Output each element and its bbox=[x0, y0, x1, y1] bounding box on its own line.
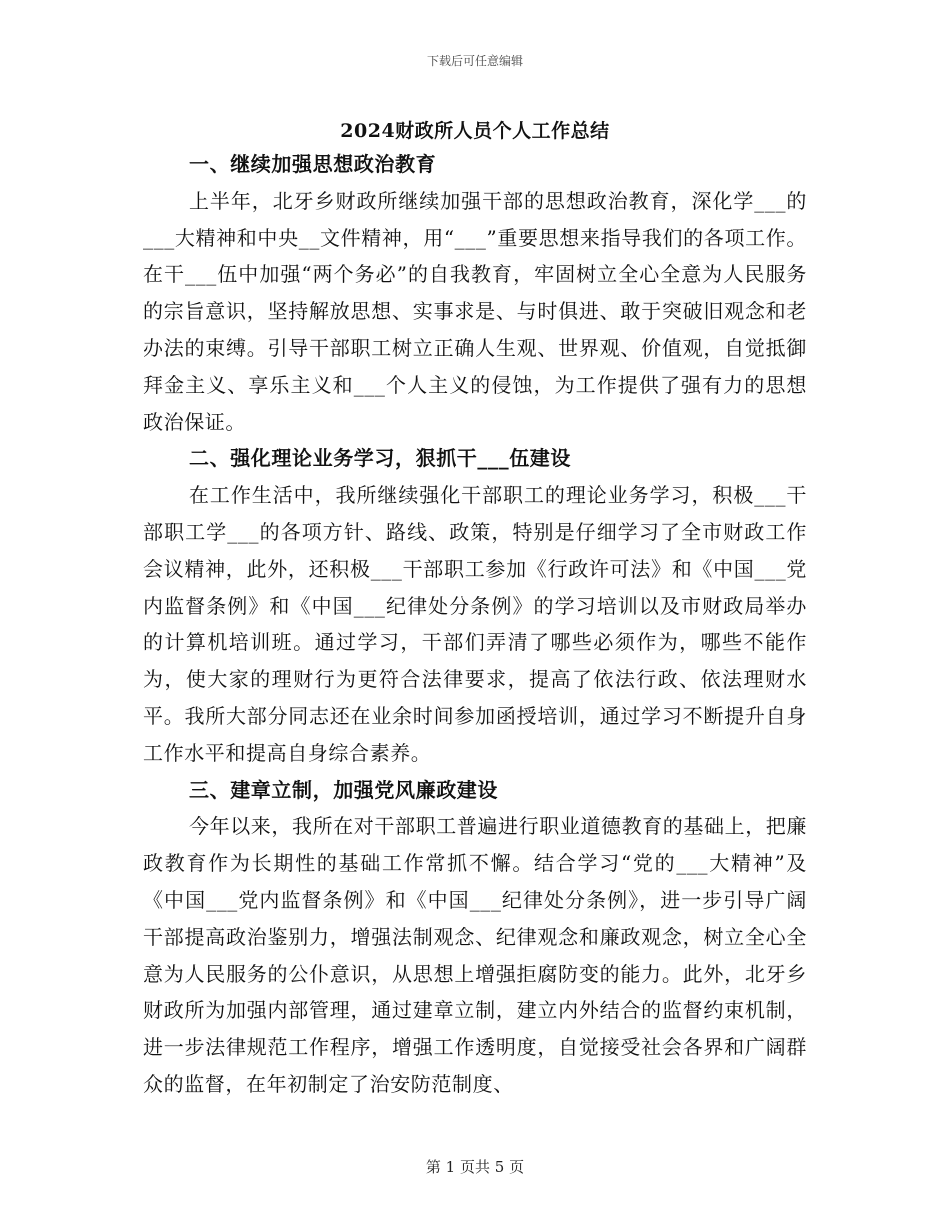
header-note: 下载后可任意编辑 bbox=[426, 54, 523, 68]
section-heading-2: 二、强化理论业务学习，狠抓干___伍建设 bbox=[189, 446, 571, 471]
section-heading-3: 三、建章立制，加强党风廉政建设 bbox=[189, 777, 498, 802]
document-title: 2024财政所人员个人工作总结 bbox=[340, 120, 610, 142]
section-paragraph-1: 上半年，北牙乡财政所继续加强干部的思想政治教育，深化学___的___大精神和中央__文件精神，用“___”重要思想来指导我们的各项工作。在干___伍中加强“两个务必”的自我教育，牢固树立全心全意为人民服务的宗旨意识，坚持解放思想、实事求是、与时俱进、敢于突破旧观念和老办法的束缚。引导干部职工树立正确人生观、世界观、价值观，自觉抵御拜金主义、享乐主义和___个人主义的侵蚀，为工作提供了强有力的思想政治保证。 bbox=[143, 188, 807, 434]
section-heading-1: 一、继续加强思想政治教育 bbox=[189, 152, 437, 176]
page-footer: 第 1 页共 5 页 bbox=[425, 1158, 525, 1176]
section-paragraph-3: 今年以来，我所在对干部职工普遍进行职业道德教育的基础上，把廉政教育作为长期性的基础工作常抓不懈。结合学习“党的___大精神”及《中国___党内监督条例》和《中国___纪律处分条例》，进一步引导广阔干部提高政治鉴别力，增强法制观念、纪律观念和廉政观念，树立全心全意为人民服务的公仆意识，从思想上增强拒腐防变的能力。此外，北牙乡财政所为加强内部管理，通过建章立制，建立内外结合的监督约束机制，进一步法律规范工作程序，增强工作透明度，自觉接受社会各界和广阔群众的监督，在年初制定了治安防范制度、 bbox=[143, 814, 807, 1096]
section-paragraph-2: 在工作生活中，我所继续强化干部职工的理论业务学习，积极___干部职工学___的各项方针、路线、政策，特别是仔细学习了全市财政工作会议精神，此外，还积极___干部职工参加《行政许可法》和《中国___党内监督条例》和《中国___纪律处分条例》的学习培训以及市财政局举办的计算机培训班。通过学习，干部们弄清了哪些必须作为，哪些不能作为，使大家的理财行为更符合法律要求，提高了依法行政、依法理财水平。我所大部分同志还在业余时间参加函授培训，通过学习不断提升自身工作水平和提高自身综合素养。 bbox=[143, 483, 807, 765]
document-body bbox=[143, 146, 807, 1103]
